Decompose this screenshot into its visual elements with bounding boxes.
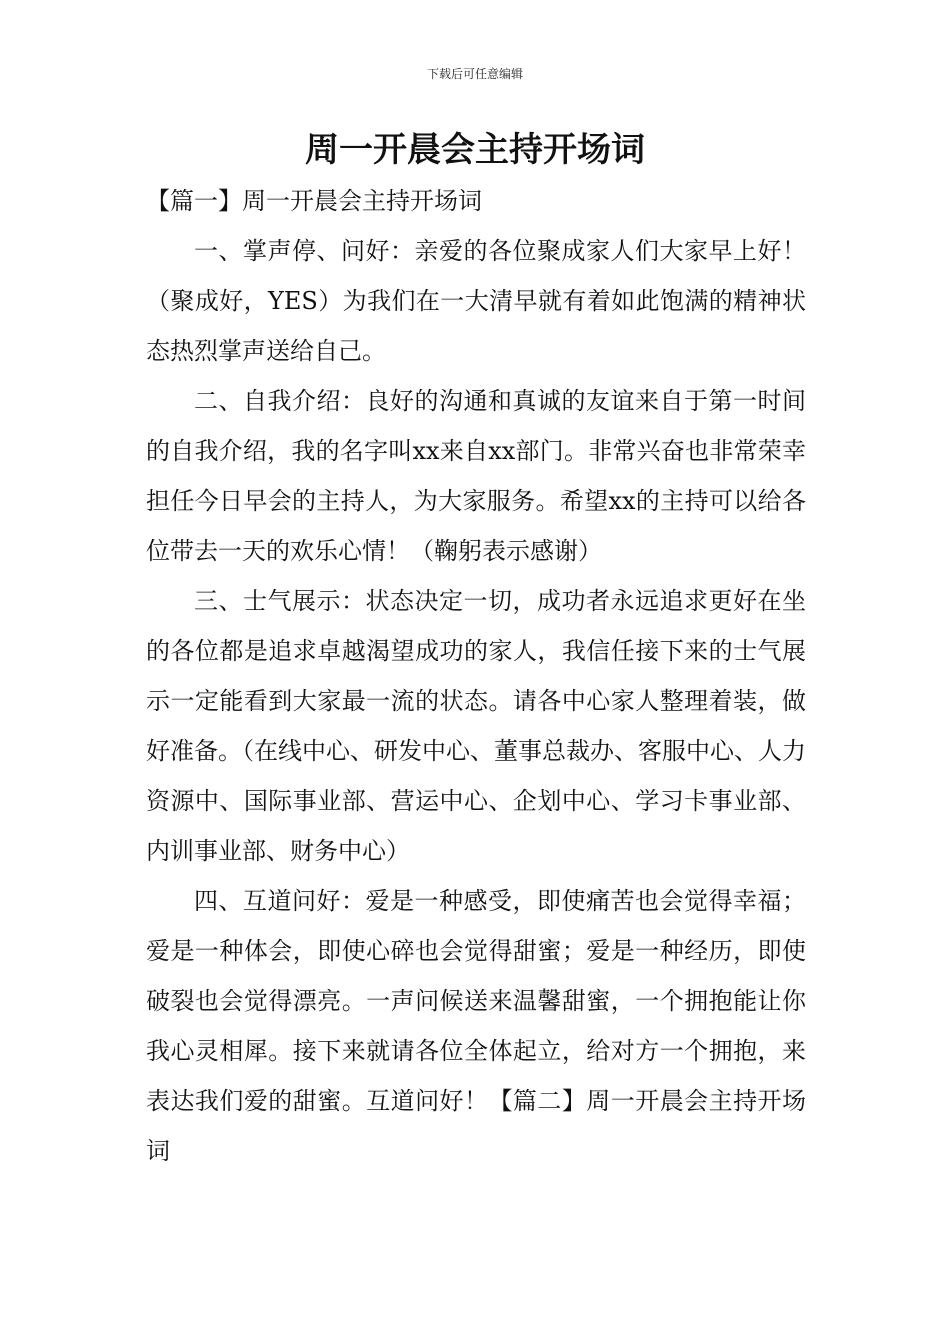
paragraph-self-intro: 二、自我介绍：良好的沟通和真诚的友谊来自于第一时间的自我介绍，我的名字叫xx来自xx部门。非常兴奋也非常荣幸担任今日早会的主持人，为大家服务。希望xx的主持可以给各位带去一天的欢乐心情！（鞠躬表示感谢）	[146, 387, 806, 565]
paragraph-morale-show: 三、士气展示：状态决定一切，成功者永远追求更好在坐的各位都是追求卓越渴望成功的家人，我信任接下来的士气展示一定能看到大家最一流的状态。请各中心家人整理着装，做好准备。（在线中心、研发中心、董事总裁办、客服中心、人力资源中、国际事业部、营运中心、企划中心、学习卡事业部、内训事业部、财务中心）	[146, 587, 806, 865]
paragraph-greeting: 一、掌声停、问好：亲爱的各位聚成家人们大家早上好！（聚成好，YES）为我们在一大清早就有着如此饱满的精神状态热烈掌声送给自己。	[146, 237, 806, 365]
header-note: 下载后可任意编辑	[426, 67, 523, 81]
document-body	[146, 176, 806, 1176]
document-title: 周一开晨会主持开场词	[305, 130, 645, 170]
paragraph-mutual-greeting: 四、互道问好：爱是一种感受，即使痛苦也会觉得幸福；爱是一种体会，即使心碎也会觉得甜蜜；爱是一种经历，即使破裂也会觉得漂亮。一声问候送来温馨甜蜜，一个拥抱能让你我心灵相犀。接下来就请各位全体起立，给对方一个拥抱，来表达我们爱的甜蜜。互道问好！【篇二】周一开晨会主持开场词	[146, 887, 806, 1165]
section-heading: 【篇一】周一开晨会主持开场词	[146, 187, 482, 215]
